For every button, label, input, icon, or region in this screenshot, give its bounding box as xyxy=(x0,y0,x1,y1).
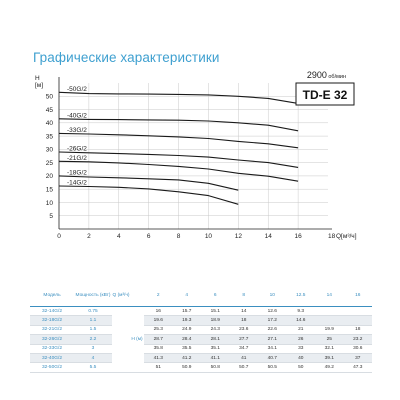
value-cell: 49.2 xyxy=(315,363,344,372)
value-cell: 40.7 xyxy=(258,353,287,362)
y-tick-label: 25 xyxy=(45,159,53,167)
value-cell: 18 xyxy=(344,325,373,334)
value-cell: 16 xyxy=(144,307,173,316)
value-cell: 15.1 xyxy=(201,307,230,316)
power-cell: 0.75 xyxy=(74,307,112,316)
table-body xyxy=(30,307,372,373)
x-tick-label: 6 xyxy=(146,233,151,240)
header-model: Модель xyxy=(30,286,74,307)
h-unit-cell: H (м) xyxy=(130,307,144,373)
header-flow: 10 xyxy=(258,286,287,307)
value-cell: 50 xyxy=(287,363,316,372)
power-cell: 5.5 xyxy=(74,363,112,372)
value-cell: 18 xyxy=(230,316,259,325)
value-cell: 27.1 xyxy=(258,335,287,344)
y-tick-label: 35 xyxy=(45,133,53,141)
power-cell: 1.5 xyxy=(74,325,112,334)
value-cell: 32.1 xyxy=(315,344,344,353)
x-tick-label: 8 xyxy=(176,233,181,240)
value-cell: 26 xyxy=(287,335,316,344)
value-cell: 51 xyxy=(144,363,173,372)
header-flow: 12.5 xyxy=(287,286,316,307)
performance-table xyxy=(30,286,372,373)
value-cell: 9.3 xyxy=(287,307,316,316)
x-tick-label: 14 xyxy=(264,233,272,240)
table-row xyxy=(30,307,372,316)
value-cell: 24.9 xyxy=(173,325,202,334)
header-flow: 8 xyxy=(230,286,259,307)
value-cell: 15.7 xyxy=(173,307,202,316)
series-label: -33G/2 xyxy=(67,126,87,134)
series-label: -50G/2 xyxy=(67,85,87,93)
value-cell: 41.1 xyxy=(201,353,230,362)
value-cell: 24.3 xyxy=(201,325,230,334)
y-tick-label: 40 xyxy=(45,120,53,128)
value-cell: 28.4 xyxy=(173,335,202,344)
value-cell: 14.6 xyxy=(287,316,316,325)
header-q: Q (м³/ч) xyxy=(112,286,130,307)
value-cell: 25 xyxy=(315,335,344,344)
table-header-row xyxy=(30,286,372,307)
y-tick-label: 50 xyxy=(45,93,53,101)
value-cell: 23.2 xyxy=(344,335,373,344)
y-tick-label: 30 xyxy=(45,146,53,154)
x-tick-label: 12 xyxy=(234,233,242,240)
value-cell: 23.6 xyxy=(230,325,259,334)
q-spacer-cell xyxy=(112,307,130,373)
value-cell xyxy=(344,307,373,316)
speed-unit: об/мин xyxy=(328,74,346,80)
table-row xyxy=(30,335,372,344)
series-badge: TD-E 32 xyxy=(302,88,348,102)
value-cell: 47.3 xyxy=(344,363,373,372)
value-cell: 30.6 xyxy=(344,344,373,353)
value-cell: 18.9 xyxy=(201,316,230,325)
value-cell: 22.6 xyxy=(258,325,287,334)
header-blank xyxy=(130,286,144,307)
table-row xyxy=(30,353,372,362)
value-cell: 28.1 xyxy=(201,335,230,344)
model-cell: 32-50G/2 xyxy=(30,363,74,372)
speed-label xyxy=(307,70,346,80)
series-label: -21G/2 xyxy=(67,154,87,162)
header-flow: 6 xyxy=(201,286,230,307)
power-cell: 2.2 xyxy=(74,335,112,344)
value-cell: 17.2 xyxy=(258,316,287,325)
value-cell: 50.7 xyxy=(230,363,259,372)
model-cell: 32-26G/2 xyxy=(30,335,74,344)
value-cell: 41 xyxy=(230,353,259,362)
value-cell: 25.3 xyxy=(144,325,173,334)
x-tick-label: 16 xyxy=(294,233,302,240)
page-title: Графические характеристики xyxy=(33,50,220,65)
series-label: -40G/2 xyxy=(67,112,87,120)
value-cell: 35.1 xyxy=(201,344,230,353)
value-cell: 27.7 xyxy=(230,335,259,344)
value-cell: 41.2 xyxy=(173,353,202,362)
model-cell: 32-14G/2 xyxy=(30,307,74,316)
model-cell: 32-33G/2 xyxy=(30,344,74,353)
value-cell: 12.6 xyxy=(258,307,287,316)
value-cell: 40 xyxy=(287,353,316,362)
value-cell xyxy=(315,307,344,316)
series-label: -18G/2 xyxy=(67,169,87,177)
header-flow: 14 xyxy=(315,286,344,307)
model-cell: 32-21G/2 xyxy=(30,325,74,334)
value-cell: 28.7 xyxy=(144,335,173,344)
model-cell: 32-40G/2 xyxy=(30,353,74,362)
value-cell: 19.6 xyxy=(144,316,173,325)
value-cell: 39.1 xyxy=(315,353,344,362)
value-cell: 21 xyxy=(287,325,316,334)
value-cell xyxy=(315,316,344,325)
x-tick-label: 10 xyxy=(204,233,213,240)
value-cell: 19.3 xyxy=(173,316,202,325)
header-flow: 2 xyxy=(144,286,173,307)
value-cell: 19.9 xyxy=(315,325,344,334)
header-power: Мощность (кВт) xyxy=(74,286,112,307)
series-label: -26G/2 xyxy=(67,145,87,153)
value-cell: 34.1 xyxy=(258,344,287,353)
table-row xyxy=(30,344,372,353)
y-tick-label: 45 xyxy=(45,106,53,114)
x-tick-label: 0 xyxy=(57,233,61,240)
value-cell: 35.8 xyxy=(144,344,173,353)
power-cell: 3 xyxy=(74,344,112,353)
value-cell: 34.7 xyxy=(230,344,259,353)
series-label: -14G/2 xyxy=(67,179,87,187)
y-tick-label: 10 xyxy=(45,199,53,207)
y-axis-label: H [м] xyxy=(35,75,44,89)
x-axis-label: Q[м³/ч] xyxy=(336,233,357,240)
x-tick-label: 2 xyxy=(87,233,91,240)
value-cell: 50.8 xyxy=(201,363,230,372)
table-row xyxy=(30,316,372,325)
value-cell xyxy=(344,316,373,325)
y-tick-label: 15 xyxy=(45,186,53,194)
model-cell: 32-18G/2 xyxy=(30,316,74,325)
value-cell: 41.3 xyxy=(144,353,173,362)
value-cell: 37 xyxy=(344,353,373,362)
y-tick-label: 5 xyxy=(49,213,53,221)
value-cell: 50.5 xyxy=(258,363,287,372)
power-cell: 4 xyxy=(74,353,112,362)
table-row xyxy=(30,325,372,334)
table-row xyxy=(30,363,372,372)
header-flow: 4 xyxy=(173,286,202,307)
header-flow: 16 xyxy=(344,286,373,307)
x-tick-label: 4 xyxy=(116,233,121,240)
x-tick-label: 18 xyxy=(328,233,336,240)
value-cell: 14 xyxy=(230,307,259,316)
value-cell: 50.9 xyxy=(173,363,202,372)
value-cell: 35.5 xyxy=(173,344,202,353)
power-cell: 1.1 xyxy=(74,316,112,325)
value-cell: 33 xyxy=(287,344,316,353)
y-tick-label: 20 xyxy=(45,173,53,181)
speed-value: 2900 xyxy=(306,70,327,80)
